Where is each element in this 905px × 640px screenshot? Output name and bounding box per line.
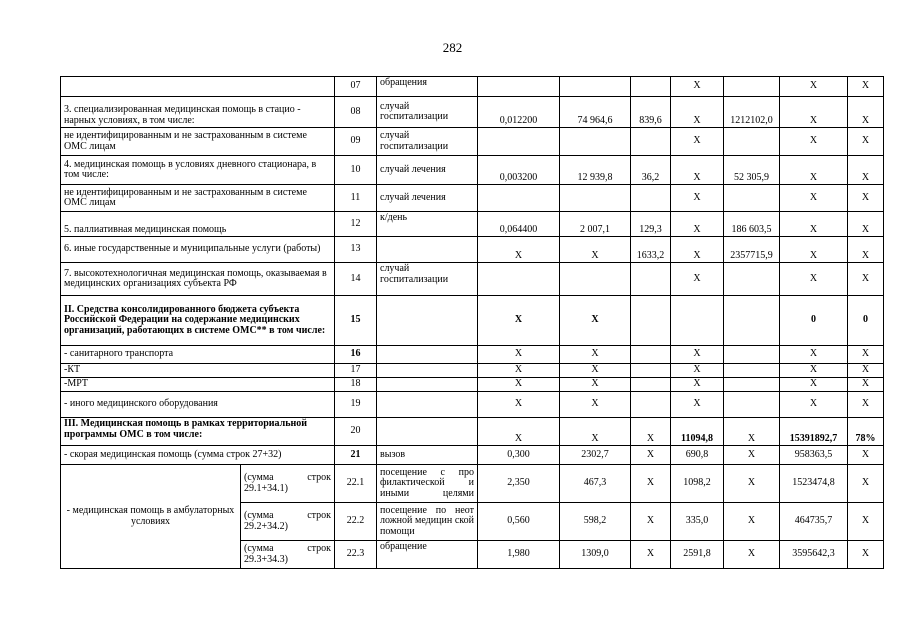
row-unit: случай госпитализации xyxy=(377,128,478,156)
cell: X xyxy=(478,364,560,378)
row-unit: случай лечения xyxy=(377,185,478,212)
cell: 36,2 xyxy=(631,156,671,185)
cell xyxy=(631,378,671,392)
cell xyxy=(478,77,560,97)
cell: 335,0 xyxy=(671,503,724,541)
row-name: 4. медицинская помощь в условиях дневного стационара, в том числе: xyxy=(61,156,335,185)
row-code: 14 xyxy=(335,263,377,296)
cell xyxy=(631,296,671,346)
cell xyxy=(724,378,780,392)
group-sum: (сумма строк 29.1+34.1) xyxy=(241,465,335,503)
cell: 0 xyxy=(848,296,884,346)
table-row xyxy=(61,263,884,296)
cell xyxy=(724,77,780,97)
row-name: не идентифицированным и не застрахованным в системе ОМС лицам xyxy=(61,185,335,212)
cell: 839,6 xyxy=(631,97,671,128)
cell: X xyxy=(780,378,848,392)
row-name: 5. паллиативная медицинская помощь xyxy=(61,212,335,237)
row-unit: случай госпитализации xyxy=(377,97,478,128)
cell: 186 603,5 xyxy=(724,212,780,237)
row-unit xyxy=(377,346,478,364)
table-row xyxy=(61,156,884,185)
cell: X xyxy=(780,185,848,212)
cell: 11094,8 xyxy=(671,418,724,446)
cell xyxy=(724,364,780,378)
cell: X xyxy=(780,212,848,237)
cell: X xyxy=(631,503,671,541)
row-unit: случай лечения xyxy=(377,156,478,185)
cell: X xyxy=(560,237,631,263)
cell: X xyxy=(848,503,884,541)
cell xyxy=(560,185,631,212)
cell: 690,8 xyxy=(671,446,724,465)
table-row xyxy=(61,97,884,128)
cell: 15391892,7 xyxy=(780,418,848,446)
row-unit: обращения xyxy=(377,77,478,97)
cell: 2357715,9 xyxy=(724,237,780,263)
row-code: 11 xyxy=(335,185,377,212)
cell xyxy=(724,263,780,296)
cell xyxy=(560,263,631,296)
cell: X xyxy=(671,128,724,156)
row-code: 08 xyxy=(335,97,377,128)
row-name xyxy=(61,77,335,97)
cell: X xyxy=(848,185,884,212)
cell: X xyxy=(631,465,671,503)
cell: X xyxy=(780,128,848,156)
cell: X xyxy=(671,263,724,296)
cell xyxy=(631,128,671,156)
cell xyxy=(724,185,780,212)
row-name: 6. иные государственные и муниципальные услуги (работы) xyxy=(61,237,335,263)
row-name: -МРТ xyxy=(61,378,335,392)
page-number: 282 xyxy=(442,40,463,55)
row-code: 19 xyxy=(335,392,377,418)
cell: 464735,7 xyxy=(780,503,848,541)
row-name: - иного медицинского оборудования xyxy=(61,392,335,418)
cell xyxy=(724,128,780,156)
group-name: - медицинская помощь в амбулаторных условиях xyxy=(61,465,241,569)
cell: X xyxy=(671,212,724,237)
cell xyxy=(631,185,671,212)
cell: 0,064400 xyxy=(478,212,560,237)
cell: X xyxy=(848,392,884,418)
cell: X xyxy=(780,263,848,296)
row-name: 7. высокотехнологичная медицинская помощь, оказываемая в медицинских организациях субъекта РФ xyxy=(61,263,335,296)
table-row xyxy=(61,364,884,378)
cell: X xyxy=(848,465,884,503)
cell: X xyxy=(478,237,560,263)
row-code: 17 xyxy=(335,364,377,378)
cell: X xyxy=(848,541,884,569)
cell xyxy=(631,263,671,296)
cell: X xyxy=(478,392,560,418)
row-code: 16 xyxy=(335,346,377,364)
cell: X xyxy=(780,346,848,364)
cell: X xyxy=(671,378,724,392)
row-code: 12 xyxy=(335,212,377,237)
row-code: 22.3 xyxy=(335,541,377,569)
cell: 12 939,8 xyxy=(560,156,631,185)
cell: X xyxy=(780,392,848,418)
table-row xyxy=(61,346,884,364)
cell: X xyxy=(724,541,780,569)
cell: 2,350 xyxy=(478,465,560,503)
cell: 0,560 xyxy=(478,503,560,541)
cell: 467,3 xyxy=(560,465,631,503)
row-name: не идентифицированным и не застрахованным в системе ОМС лицам xyxy=(61,128,335,156)
cell: 1633,2 xyxy=(631,237,671,263)
group-sum: (сумма строк 29.2+34.2) xyxy=(241,503,335,541)
cell: X xyxy=(848,446,884,465)
cell: X xyxy=(478,346,560,364)
cell: X xyxy=(478,378,560,392)
table-row xyxy=(61,378,884,392)
cell: X xyxy=(560,364,631,378)
cell: 0,003200 xyxy=(478,156,560,185)
table-row xyxy=(61,77,884,97)
cell: X xyxy=(724,465,780,503)
cell: X xyxy=(478,418,560,446)
cell: X xyxy=(478,296,560,346)
row-unit: обращение xyxy=(377,541,478,569)
cell: X xyxy=(631,446,671,465)
cell: 52 305,9 xyxy=(724,156,780,185)
row-code: 09 xyxy=(335,128,377,156)
row-name: II. Средства консолидированного бюджета субъекта Российской Федерации на содержание медицинских организаций, работающих в системе ОМС** в том числе: xyxy=(61,296,335,346)
cell: X xyxy=(780,156,848,185)
cell: 0,012200 xyxy=(478,97,560,128)
table-row xyxy=(61,237,884,263)
budget-table xyxy=(60,76,884,569)
row-code: 15 xyxy=(335,296,377,346)
cell: 1,980 xyxy=(478,541,560,569)
row-unit xyxy=(377,364,478,378)
cell xyxy=(478,263,560,296)
cell: X xyxy=(671,364,724,378)
row-code: 13 xyxy=(335,237,377,263)
cell xyxy=(478,185,560,212)
row-code: 20 xyxy=(335,418,377,446)
cell: 129,3 xyxy=(631,212,671,237)
row-name: - скорая медицинская помощь (сумма строк 27+32) xyxy=(61,446,335,465)
cell: X xyxy=(560,418,631,446)
cell: 1523474,8 xyxy=(780,465,848,503)
row-code: 21 xyxy=(335,446,377,465)
row-code: 18 xyxy=(335,378,377,392)
row-name: - санитарного транспорта xyxy=(61,346,335,364)
cell xyxy=(631,346,671,364)
row-unit: случай госпитализации xyxy=(377,263,478,296)
row-unit: к/день xyxy=(377,212,478,237)
cell: X xyxy=(671,156,724,185)
cell: X xyxy=(671,392,724,418)
row-code: 22.2 xyxy=(335,503,377,541)
cell: X xyxy=(848,97,884,128)
cell: 598,2 xyxy=(560,503,631,541)
cell: X xyxy=(848,212,884,237)
cell xyxy=(560,77,631,97)
cell xyxy=(724,346,780,364)
cell: X xyxy=(671,185,724,212)
row-unit xyxy=(377,237,478,263)
row-name: 3. специализированная медицинская помощь в стацио - нарных условиях, в том числе: xyxy=(61,97,335,128)
cell xyxy=(631,364,671,378)
cell: X xyxy=(848,364,884,378)
row-unit xyxy=(377,418,478,446)
cell: X xyxy=(848,77,884,97)
cell: 958363,5 xyxy=(780,446,848,465)
row-unit: вызов xyxy=(377,446,478,465)
cell xyxy=(671,296,724,346)
cell: X xyxy=(780,237,848,263)
cell: X xyxy=(671,237,724,263)
cell: 2302,7 xyxy=(560,446,631,465)
row-unit xyxy=(377,296,478,346)
cell: X xyxy=(724,503,780,541)
table-row xyxy=(61,185,884,212)
cell: 78% xyxy=(848,418,884,446)
cell: 3595642,3 xyxy=(780,541,848,569)
cell: X xyxy=(724,418,780,446)
cell: X xyxy=(848,237,884,263)
cell: X xyxy=(780,77,848,97)
cell: 1098,2 xyxy=(671,465,724,503)
table-row xyxy=(61,418,884,446)
row-code: 22.1 xyxy=(335,465,377,503)
cell xyxy=(724,392,780,418)
table-row xyxy=(61,212,884,237)
row-unit xyxy=(377,392,478,418)
cell: X xyxy=(848,378,884,392)
table-row xyxy=(61,128,884,156)
cell xyxy=(724,296,780,346)
table-row xyxy=(61,392,884,418)
cell: X xyxy=(671,346,724,364)
cell: X xyxy=(671,77,724,97)
cell xyxy=(631,392,671,418)
cell: 2591,8 xyxy=(671,541,724,569)
cell: X xyxy=(560,296,631,346)
cell: X xyxy=(848,263,884,296)
cell: X xyxy=(631,418,671,446)
cell: 0 xyxy=(780,296,848,346)
table-row xyxy=(61,465,884,503)
table-row xyxy=(61,296,884,346)
cell: X xyxy=(848,346,884,364)
cell: 1212102,0 xyxy=(724,97,780,128)
cell: X xyxy=(631,541,671,569)
cell: 0,300 xyxy=(478,446,560,465)
row-code: 10 xyxy=(335,156,377,185)
cell: X xyxy=(671,97,724,128)
cell xyxy=(478,128,560,156)
cell: X xyxy=(560,346,631,364)
row-name: III. Медицинская помощь в рамках территориальной программы ОМС в том числе: xyxy=(61,418,335,446)
group-sum: (сумма строк 29.3+34.3) xyxy=(241,541,335,569)
cell: X xyxy=(848,156,884,185)
cell: X xyxy=(780,97,848,128)
cell xyxy=(631,77,671,97)
row-code: 07 xyxy=(335,77,377,97)
table-row xyxy=(61,446,884,465)
cell: X xyxy=(848,128,884,156)
cell: 2 007,1 xyxy=(560,212,631,237)
cell: X xyxy=(560,378,631,392)
cell: X xyxy=(724,446,780,465)
row-unit xyxy=(377,378,478,392)
cell: 74 964,6 xyxy=(560,97,631,128)
row-unit: посещение по неот ложной медицин ской помощи xyxy=(377,503,478,541)
row-name: -КТ xyxy=(61,364,335,378)
cell: X xyxy=(780,364,848,378)
cell: 1309,0 xyxy=(560,541,631,569)
row-unit: посещение с про филактической и иными целями xyxy=(377,465,478,503)
cell xyxy=(560,128,631,156)
cell: X xyxy=(560,392,631,418)
